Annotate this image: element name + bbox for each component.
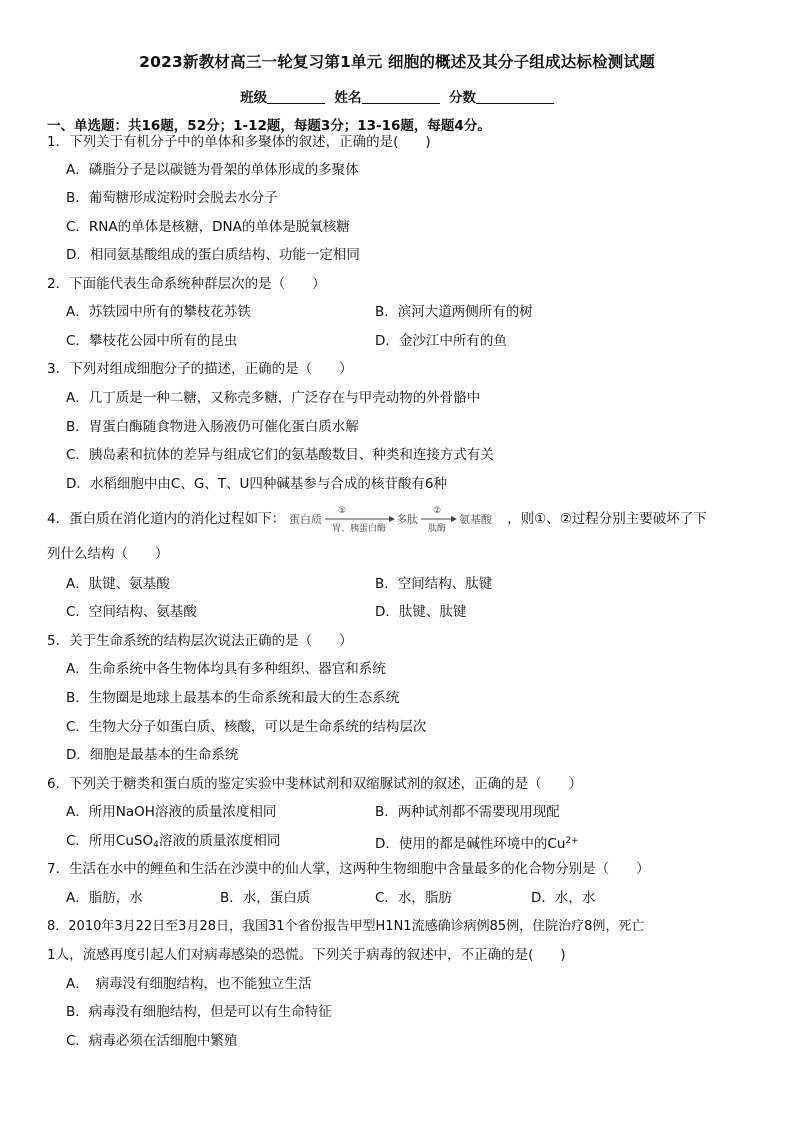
- section-heading: 一、单选题：共16题，52分；1-12题，每题3分；13-16题，每题4分。: [47, 118, 491, 134]
- question-1-stem: 1．下列关于有机分子中的单体和多聚体的叙述，正确的是( ): [47, 134, 431, 150]
- question-2-option-c: C．攀枝花公园中所有的昆虫: [66, 333, 238, 349]
- question-7-stem: 7．生活在水中的鲤鱼和生活在沙漠中的仙人掌，这两种生物细胞中含量最多的化合物分别是（ ）: [47, 861, 650, 877]
- question-3-stem: 3．下列对组成细胞分子的描述，正确的是（ ）: [47, 361, 353, 377]
- question-6-option-d: [375, 832, 579, 853]
- question-6-option-c: [66, 832, 280, 854]
- question-2-option-d: D．金沙江中所有的鱼: [375, 333, 507, 349]
- page-title: 2023新教材高三一轮复习第1单元 细胞的概述及其分子组成达标检测试题: [139, 53, 655, 71]
- question-8-option-c: C．病毒必须在活细胞中繁殖: [66, 1033, 238, 1049]
- score-blank[interactable]: [476, 89, 554, 104]
- question-7-option-c: C．水，脂肪: [375, 890, 452, 906]
- question-4-option-b: B．空间结构、肽键: [375, 576, 493, 592]
- subscript-4: 4: [153, 840, 159, 850]
- question-5-stem: 5．关于生命系统的结构层次说法正确的是（ ）: [47, 633, 353, 649]
- question-5-option-d: D．细胞是最基本的生命系统: [66, 747, 239, 763]
- diagram-step-2-enzyme: 肽酶: [428, 524, 447, 534]
- question-4-stem-line-2: 列什么结构（ ）: [47, 546, 169, 562]
- diagram-step-1-label: ①: [338, 506, 347, 516]
- name-label: 姓名: [334, 90, 362, 106]
- diagram-arrow-1-head: [389, 516, 395, 522]
- question-2-stem: 2．下面能代表生命系统种群层次的是（ ）: [47, 276, 326, 292]
- question-4-stem-end: ，则①、②过程分别主要破坏了下: [507, 511, 707, 527]
- question-3-option-d: D．水稻细胞中由C、G、T、U四种碱基参与合成的核苷酸有6种: [66, 476, 447, 492]
- question-7-option-d: D．水，水: [531, 890, 596, 906]
- diagram-step-1-enzyme: 胃、胰蛋白酶: [332, 524, 387, 534]
- student-info-line: [0, 86, 794, 106]
- question-8-stem-line-2: 1人，流感再度引起人们对病毒感染的恐慌。下列关于病毒的叙述中，不正确的是( ): [47, 947, 566, 963]
- diagram-arrow-2-head: [451, 516, 457, 522]
- question-3-option-a: A．几丁质是一种二糖，又称壳多糖，广泛存在与甲壳动物的外骨骼中: [66, 390, 481, 406]
- question-5-option-b: B．生物圈是地球上最基本的生命系统和最大的生态系统: [66, 690, 400, 706]
- superscript-2-plus: 2+: [565, 836, 579, 846]
- question-8-option-b: B．病毒没有细胞结构，但是可以有生命特征: [66, 1004, 332, 1020]
- question-5-option-a: A．生命系统中各生物体均具有多种组织、器官和系统: [66, 661, 386, 677]
- question-6-option-d-text: D．使用的都是碱性环境中的Cu: [375, 836, 566, 852]
- question-6-option-c-text: C．所用CuSO: [66, 833, 154, 849]
- question-6-option-a: A．所用NaOH溶液的质量浓度相同: [66, 804, 277, 820]
- question-4-stem-line-1: [47, 504, 707, 534]
- class-label: 班级: [240, 90, 268, 106]
- class-blank[interactable]: [267, 89, 325, 104]
- question-6-stem: 6．下列关于糖类和蛋白质的鉴定实验中斐林试剂和双缩脲试剂的叙述，正确的是（ ）: [47, 776, 583, 792]
- question-4-option-d: D．肽键、肽键: [375, 604, 467, 620]
- diagram-amino-acid: 氨基酸: [459, 513, 493, 526]
- question-1-option-d: D．相同氨基酸组成的蛋白质结构、功能一定相同: [66, 247, 360, 263]
- score-label: 分数: [448, 90, 476, 106]
- question-3-option-b: B．胃蛋白酶随食物进入肠液仍可催化蛋白质水解: [66, 419, 359, 435]
- question-8-stem-line-1: 8．2010年3月22日至3月28日，我国31个省份报告甲型H1N1流感确诊病例85例，住院治疗8例，死亡: [47, 919, 645, 934]
- question-2-option-b: B．滨河大道两侧所有的树: [375, 304, 533, 320]
- question-4-option-a: A．肽键、氨基酸: [66, 576, 170, 592]
- question-1-option-a: A．磷脂分子是以碳链为骨架的单体形成的多聚体: [66, 162, 359, 178]
- question-8-option-a: A． 病毒没有细胞结构，也不能独立生活: [66, 976, 312, 992]
- question-5-option-c: C．生物大分子如蛋白质、核酸，可以是生命系统的结构层次: [66, 719, 427, 735]
- question-7-option-a: A．脂肪，水: [66, 890, 143, 906]
- question-3-option-c: C．胰岛素和抗体的差异与组成它们的氨基酸数目、种类和连接方式有关: [66, 447, 494, 463]
- question-7-option-b: B．水，蛋白质: [220, 890, 311, 906]
- question-4-stem-start: 4．蛋白质在消化道内的消化过程如下：: [47, 511, 286, 527]
- question-6-option-c-text-end: 溶液的质量浓度相同: [158, 833, 281, 849]
- name-blank[interactable]: [362, 89, 440, 104]
- diagram-peptide: 多肽: [396, 513, 419, 526]
- question-4-option-c: C．空间结构、氨基酸: [66, 604, 197, 620]
- question-1-option-c: C．RNA的单体是核糖，DNA的单体是脱氧核糖: [66, 219, 350, 235]
- question-6-option-b: B．两种试剂都不需要现用现配: [375, 804, 560, 820]
- question-2-option-a: A．苏铁园中所有的攀枝花苏铁: [66, 304, 251, 320]
- question-1-option-b: B．葡萄糖形成淀粉时会脱去水分子: [66, 190, 278, 206]
- digestion-process-diagram: [287, 504, 505, 534]
- diagram-protein: 蛋白质: [289, 513, 323, 526]
- diagram-step-2-label: ②: [433, 506, 442, 516]
